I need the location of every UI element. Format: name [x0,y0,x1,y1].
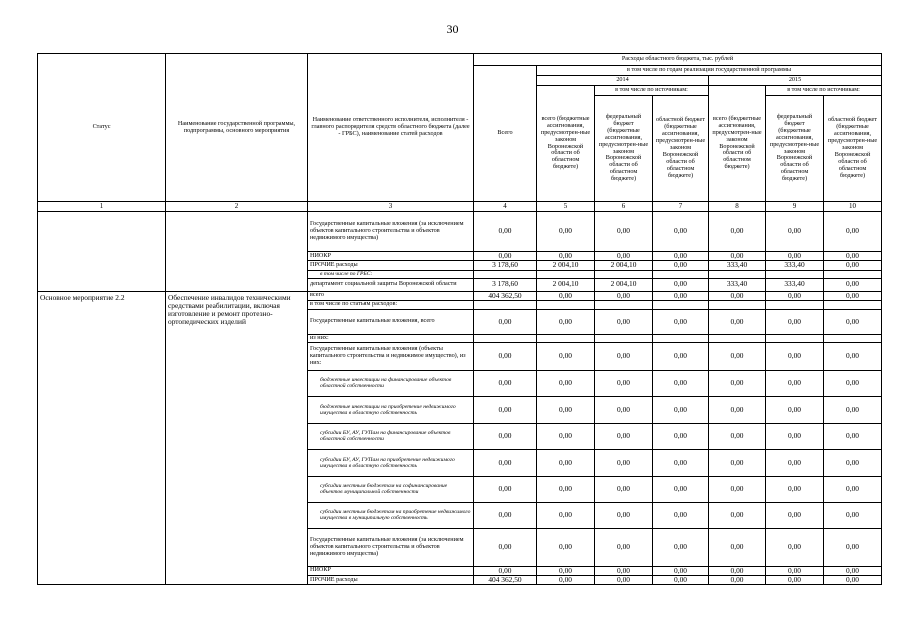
value-cell: 333,40 [766,278,824,291]
value-cell: 0,00 [595,291,653,300]
header-expenses-title: Расходы областного бюджета, тыс. рублей [474,54,882,66]
value-cell [474,300,537,309]
value-cell: 0,00 [653,566,709,575]
column-number: 1 [38,202,166,212]
value-cell: 0,00 [474,212,537,252]
header-2015-federal: федеральный бюджет (бюджетные ассигнования, предусмотрен-ные законом Воронежской области об областном бюджете) [766,96,824,202]
expense-item-label: ПРОЧИЕ расходы [308,261,474,270]
value-cell [709,270,766,278]
expense-item-label: из них: [308,334,474,342]
value-cell: 0,00 [824,278,882,291]
expense-item-label: департамент социальной защиты Воронежской области [308,278,474,291]
expense-item-label: НИОКР [308,566,474,575]
value-cell: 0,00 [474,423,537,449]
value-cell: 0,00 [595,252,653,261]
value-cell: 0,00 [595,502,653,528]
value-cell: 0,00 [474,502,537,528]
value-cell: 0,00 [766,370,824,396]
value-cell: 0,00 [824,528,882,566]
value-cell: 0,00 [709,566,766,575]
column-number: 10 [824,202,882,212]
value-cell [474,334,537,342]
value-cell: 0,00 [653,423,709,449]
value-cell: 0,00 [709,291,766,300]
column-number: 6 [595,202,653,212]
value-cell: 0,00 [474,449,537,476]
header-2014-federal: федеральный бюджет (бюджетные ассигнования, предусмотрен-ные законом Воронежской области об областном бюджете) [595,96,653,202]
value-cell: 0,00 [595,396,653,423]
value-cell: 0,00 [537,252,595,261]
value-cell: 0,00 [709,370,766,396]
value-cell [709,334,766,342]
value-cell: 0,00 [537,502,595,528]
value-cell: 0,00 [474,528,537,566]
value-cell: 0,00 [824,291,882,300]
value-cell [653,300,709,309]
value-cell: 0,00 [653,449,709,476]
value-cell: 0,00 [595,576,653,585]
value-cell: 0,00 [709,342,766,370]
value-cell: 0,00 [709,423,766,449]
expense-item-label: Государственные капитальные вложения (объекты капитального строительства и недвижимое имущество), из них: [308,342,474,370]
value-cell: 0,00 [595,566,653,575]
header-2015-regional: областной бюджет (бюджетные ассигнования, предусмотрен-ные законом Воронежской области об областном бюджете) [824,96,882,202]
column-number: 9 [766,202,824,212]
value-cell: 0,00 [537,309,595,334]
value-cell: 2 004,10 [537,278,595,291]
value-cell: 0,00 [537,476,595,502]
value-cell [474,270,537,278]
value-cell [537,270,595,278]
value-cell: 333,40 [766,261,824,270]
value-cell: 0,00 [595,370,653,396]
expense-item-label: ПРОЧИЕ расходы [308,576,474,585]
value-cell: 0,00 [709,396,766,423]
value-cell [824,300,882,309]
value-cell: 0,00 [709,476,766,502]
expense-item-label: в том числе по ГРБС: [308,270,474,278]
value-cell [537,334,595,342]
column-number: 3 [308,202,474,212]
page-number: 30 [446,22,459,36]
table-row [38,291,882,300]
value-cell: 0,00 [537,566,595,575]
value-cell: 0,00 [824,566,882,575]
column-number: 2 [166,202,308,212]
header-total: Всего [474,66,537,202]
value-cell: 0,00 [537,449,595,476]
value-cell: 0,00 [653,528,709,566]
value-cell: 0,00 [766,476,824,502]
column-number-row [38,202,882,212]
measure-name: Обеспечение инвалидов техническими средствами реабилитации, включая изготовление и ремонт протезно-ортопедических изделий [166,291,308,585]
value-cell: 0,00 [709,212,766,252]
value-cell: 0,00 [766,309,824,334]
value-cell: 0,00 [766,449,824,476]
value-cell: 0,00 [653,309,709,334]
value-cell: 3 178,60 [474,261,537,270]
value-cell: 0,00 [595,476,653,502]
value-cell: 0,00 [766,576,824,585]
value-cell: 0,00 [474,309,537,334]
value-cell: 0,00 [653,278,709,291]
value-cell [824,334,882,342]
value-cell [766,334,824,342]
expense-item-label: бюджетные инвестиции на финансирование объектов областной собственности [308,370,474,396]
expense-item-label: субсидии БУ, АУ, ГУПам на приобретение недвижимого имущества в областную собственность [308,449,474,476]
expense-item-label: НИОКР [308,252,474,261]
header-year-2014: 2014 [537,76,709,86]
expense-item-label: субсидии БУ, АУ, ГУПам на финансирование объектов областной собственности [308,423,474,449]
value-cell: 0,00 [653,576,709,585]
column-number: 5 [537,202,595,212]
value-cell: 0,00 [537,212,595,252]
value-cell: 0,00 [766,502,824,528]
value-cell: 0,00 [824,576,882,585]
value-cell: 0,00 [824,252,882,261]
value-cell: 0,00 [824,370,882,396]
value-cell: 0,00 [537,576,595,585]
value-cell: 0,00 [595,309,653,334]
header-2015-total: всего (бюджетные ассигнования, предусмотрен-ные законом Воронежской области об областном бюджете) [709,86,766,202]
value-cell: 0,00 [824,396,882,423]
expense-item-label: бюджетные инвестиции на приобретение недвижимого имущества в областную собственность [308,396,474,423]
value-cell: 0,00 [595,449,653,476]
header-by-years: в том числе по годам реализации государственной программы [537,66,882,76]
value-cell: 0,00 [653,252,709,261]
value-cell: 0,00 [537,342,595,370]
header-year-2015: 2015 [709,76,882,86]
value-cell: 0,00 [653,212,709,252]
column-number: 4 [474,202,537,212]
value-cell: 0,00 [766,528,824,566]
value-cell: 0,00 [474,370,537,396]
value-cell: 0,00 [766,291,824,300]
header-executor: Наименование ответственного исполнителя, исполнителя - главного распорядителя средств областного бюджета (далее - ГРБС), наименование статей расходов [308,54,474,202]
value-cell [537,300,595,309]
value-cell: 0,00 [709,309,766,334]
value-cell: 0,00 [766,423,824,449]
expense-item-label: субсидии местным бюджетам на софинансирование объектов муниципальной собственности [308,476,474,502]
column-number: 8 [709,202,766,212]
value-cell: 0,00 [653,396,709,423]
value-cell: 0,00 [595,212,653,252]
header-2014-by-sources: в том числе по источникам: [595,86,709,96]
header-program-name: Наименование государственной программы, подпрограммы, основного мероприятия [166,54,308,202]
value-cell: 0,00 [474,342,537,370]
status-cell-empty [38,212,166,292]
value-cell [595,270,653,278]
value-cell [653,334,709,342]
value-cell [595,300,653,309]
value-cell: 0,00 [653,291,709,300]
value-cell: 0,00 [653,342,709,370]
budget-table [37,53,882,585]
value-cell: 0,00 [595,423,653,449]
value-cell: 0,00 [824,476,882,502]
value-cell: 0,00 [709,449,766,476]
value-cell: 2 004,10 [595,278,653,291]
value-cell: 0,00 [824,449,882,476]
value-cell: 0,00 [766,252,824,261]
expense-item-label: Государственные капитальные вложения (за исключением объектов капитального строительства и объектов недвижимого имущества) [308,212,474,252]
value-cell [653,270,709,278]
header-status: Статус [38,54,166,202]
value-cell: 0,00 [709,528,766,566]
header-2014-total: всего (бюджетные ассигнования, предусмотрен-ные законом Воронежской области об областном бюджете) [537,86,595,202]
program-cell-empty [166,212,308,292]
value-cell: 0,00 [824,212,882,252]
measure-status: Основное мероприятие 2.2 [38,291,166,585]
expense-item-label: Государственные капитальные вложения (за исключением объектов капитального строительства и объектов недвижимого имущества) [308,528,474,566]
value-cell: 0,00 [474,252,537,261]
header-2015-by-sources: в том числе по источникам: [766,86,882,96]
expense-item-label: субсидии местным бюджетам на приобретение недвижимого имущества в муниципальную собственность [308,502,474,528]
value-cell: 2 004,10 [595,261,653,270]
value-cell: 333,40 [709,261,766,270]
expense-item-label: всего [308,291,474,300]
value-cell: 0,00 [766,342,824,370]
value-cell: 0,00 [824,502,882,528]
value-cell: 0,00 [824,261,882,270]
column-number: 7 [653,202,709,212]
value-cell: 404 362,50 [474,291,537,300]
value-cell: 0,00 [474,566,537,575]
expense-item-label: в том числе по статьям расходов: [308,300,474,309]
value-cell [766,270,824,278]
value-cell: 0,00 [766,212,824,252]
value-cell: 0,00 [653,476,709,502]
value-cell: 0,00 [824,309,882,334]
table-row [38,212,882,252]
value-cell: 333,40 [709,278,766,291]
value-cell: 404 362,50 [474,576,537,585]
value-cell: 2 004,10 [537,261,595,270]
value-cell: 0,00 [537,396,595,423]
expense-item-label: Государственные капитальные вложения, всего [308,309,474,334]
value-cell [709,300,766,309]
value-cell: 0,00 [766,396,824,423]
value-cell: 0,00 [537,291,595,300]
value-cell [595,334,653,342]
value-cell: 0,00 [537,370,595,396]
value-cell: 0,00 [766,566,824,575]
value-cell: 0,00 [709,502,766,528]
value-cell: 0,00 [595,342,653,370]
value-cell: 0,00 [824,342,882,370]
header-2014-regional: областной бюджет (бюджетные ассигнования, предусмотрен-ные законом Воронежской области об областном бюджете) [653,96,709,202]
value-cell: 0,00 [474,396,537,423]
value-cell: 0,00 [537,528,595,566]
value-cell: 0,00 [709,252,766,261]
value-cell: 0,00 [537,423,595,449]
value-cell: 0,00 [653,502,709,528]
value-cell: 0,00 [824,423,882,449]
value-cell: 0,00 [474,476,537,502]
value-cell [824,270,882,278]
value-cell: 0,00 [595,528,653,566]
value-cell [766,300,824,309]
value-cell: 0,00 [709,576,766,585]
value-cell: 0,00 [653,261,709,270]
value-cell: 0,00 [653,370,709,396]
value-cell: 3 178,60 [474,278,537,291]
